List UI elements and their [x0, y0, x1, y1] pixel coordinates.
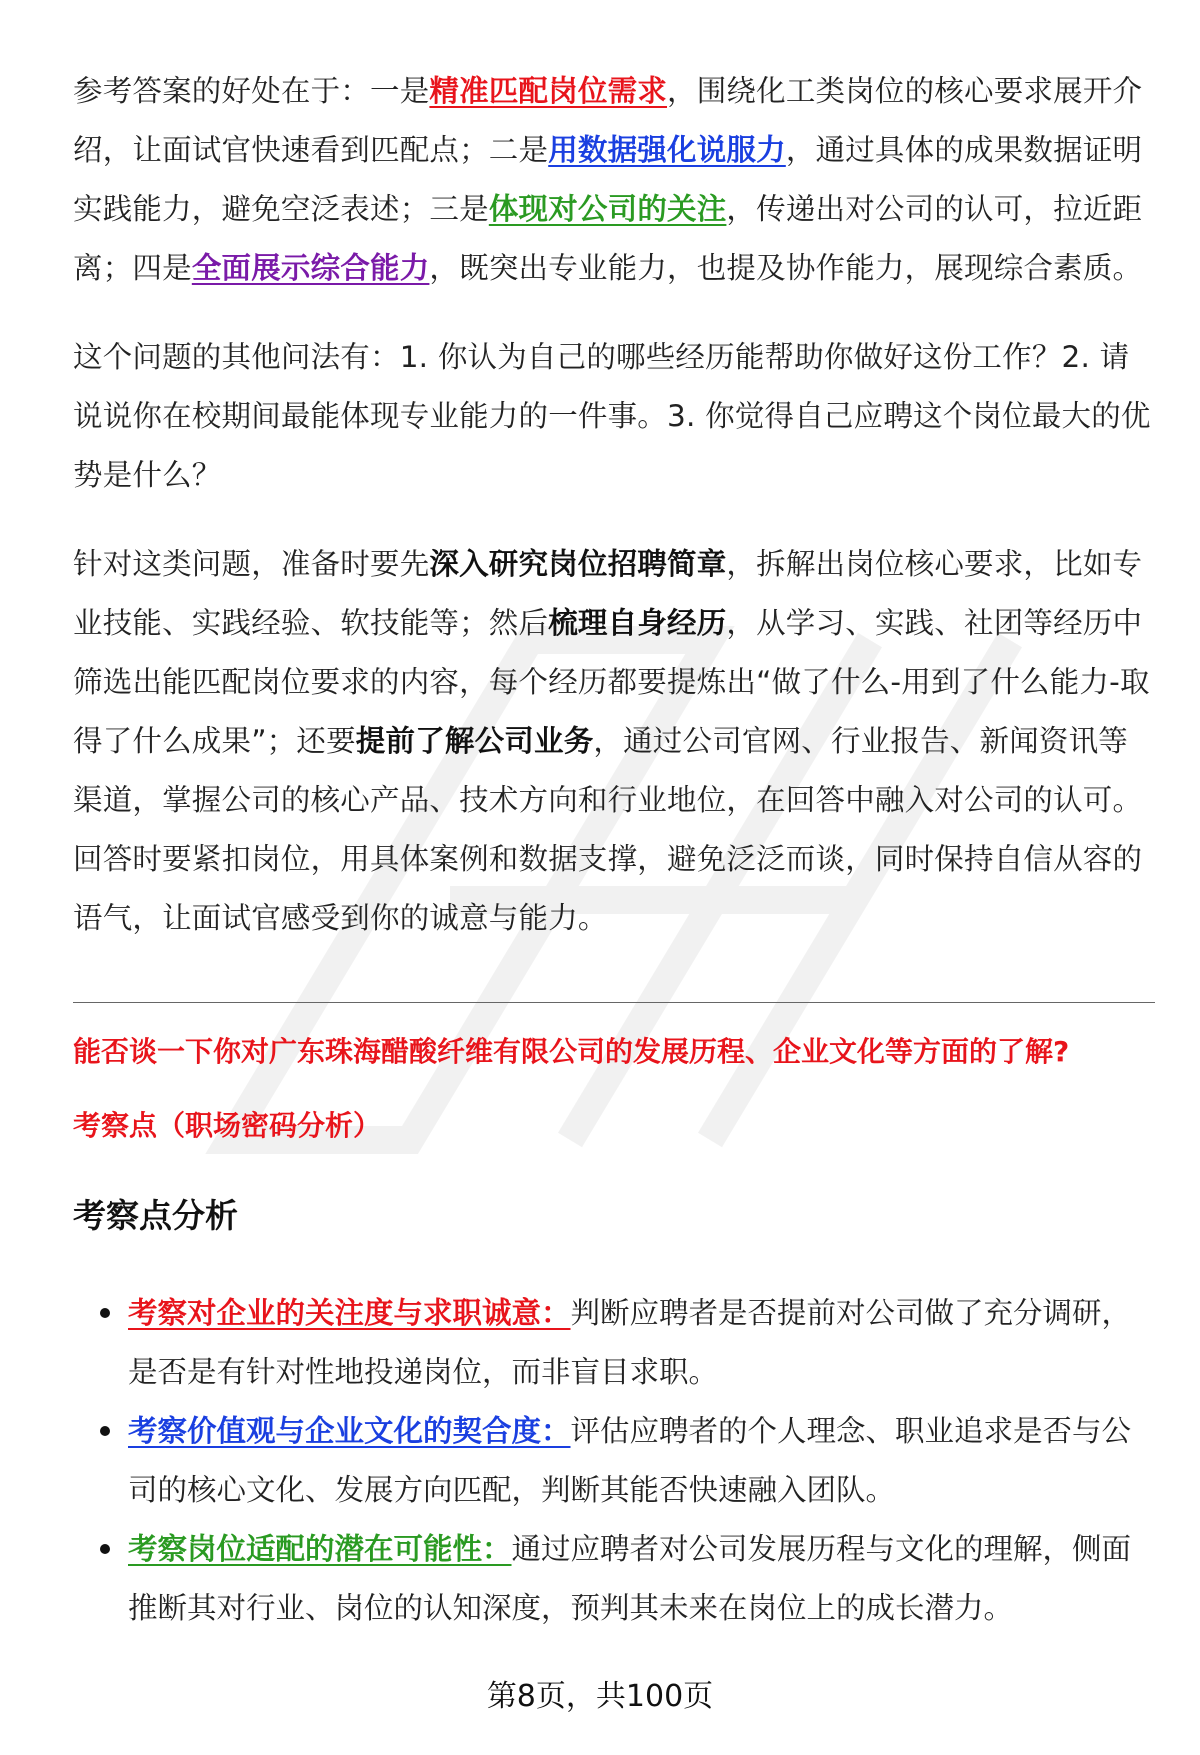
list-item — [100, 1284, 1150, 1402]
text-span: ，通过具体的成果数据证明实践能力，避免空泛表述；三是 — [73, 133, 1143, 226]
highlight-overall-ability: 全面展示综合能力 — [191, 251, 430, 285]
text-span: 针对这类问题，准备时要先 — [73, 547, 430, 581]
page-number: 第8页，共100页 — [486, 1679, 714, 1714]
advantages-paragraph — [73, 62, 1153, 298]
highlight-company-focus: 体现对公司的关注 — [488, 192, 727, 226]
highlight-data-persuasion: 用数据强化说服力 — [548, 133, 786, 167]
bullet-dot-icon — [100, 1426, 110, 1436]
analysis-text: 判断应聘者是否提前对公司做了充分调研，是否是有针对性地投递岗位，而非盲目求职。 — [128, 1296, 1132, 1389]
list-item — [100, 1520, 1150, 1638]
analysis-label: 考察价值观与企业文化的契合度： — [128, 1414, 571, 1448]
preparation-advice-paragraph — [73, 535, 1153, 948]
question-subtitle: 考察点（职场密码分析） — [73, 1109, 382, 1142]
bold-company-business: 提前了解公司业务 — [355, 724, 594, 758]
bullet-dot-icon — [100, 1544, 110, 1554]
list-item — [100, 1402, 1150, 1520]
alternative-questions-paragraph: 这个问题的其他问法有：1. 你认为自己的哪些经历能帮助你做好这份工作？2. 请说说你在校期间最能体现专业能力的一件事。3. 你觉得自己应聘这个岗位最大的优势是什么？ — [73, 340, 1151, 492]
bold-review-experience: 梳理自身经历 — [548, 606, 727, 640]
highlight-match-requirements: 精准匹配岗位需求 — [429, 74, 668, 108]
main-content — [73, 62, 1153, 978]
analysis-heading: 考察点分析 — [73, 1196, 238, 1235]
interview-question-title: 能否谈一下你对广东珠海醋酸纤维有限公司的发展历程、企业文化等方面的了解? — [73, 1035, 1070, 1068]
text-span: ，从学习、实践、社团等经历中筛选出能匹配岗位要求的内容，每个经历都要提炼出“做了什么-用到了什么能力-取得了什么成果”；还要 — [73, 606, 1150, 758]
text-span: ，拆解出岗位核心要求，比如专业技能、实践经验、软技能等；然后 — [73, 547, 1143, 640]
section-divider — [73, 1002, 1155, 1003]
text-span: ，通过公司官网、行业报告、新闻资讯等渠道，掌握公司的核心产品、技术方向和行业地位，在回答中融入对公司的认可。回答时要紧扣岗位，用具体案例和数据支撑，避免泛泛而谈，同时保持自信从容的语气，让面试官感受到你的诚意与能力。 — [73, 724, 1143, 935]
analysis-text: 通过应聘者对公司发展历程与文化的理解，侧面推断其对行业、岗位的认知深度，预判其未来在岗位上的成长潜力。 — [128, 1532, 1132, 1625]
bullet-dot-icon — [100, 1308, 110, 1318]
analysis-label: 考察岗位适配的潜在可能性： — [128, 1532, 512, 1566]
text-span: ，传递出对公司的认可，拉近距离；四是 — [73, 192, 1143, 285]
text-span: 参考答案的好处在于：一是 — [73, 74, 430, 108]
analysis-label: 考察对企业的关注度与求职诚意： — [128, 1296, 571, 1330]
bold-research-posting: 深入研究岗位招聘简章 — [429, 547, 727, 581]
analysis-text: 评估应聘者的个人理念、职业追求是否与公司的核心文化、发展方向匹配，判断其能否快速融入团队。 — [128, 1414, 1132, 1507]
analysis-list — [100, 1284, 1150, 1638]
text-span: ，围绕化工类岗位的核心要求展开介绍，让面试官快速看到匹配点；二是 — [73, 74, 1143, 167]
text-span: ，既突出专业能力，也提及协作能力，展现综合素质。 — [429, 251, 1143, 285]
